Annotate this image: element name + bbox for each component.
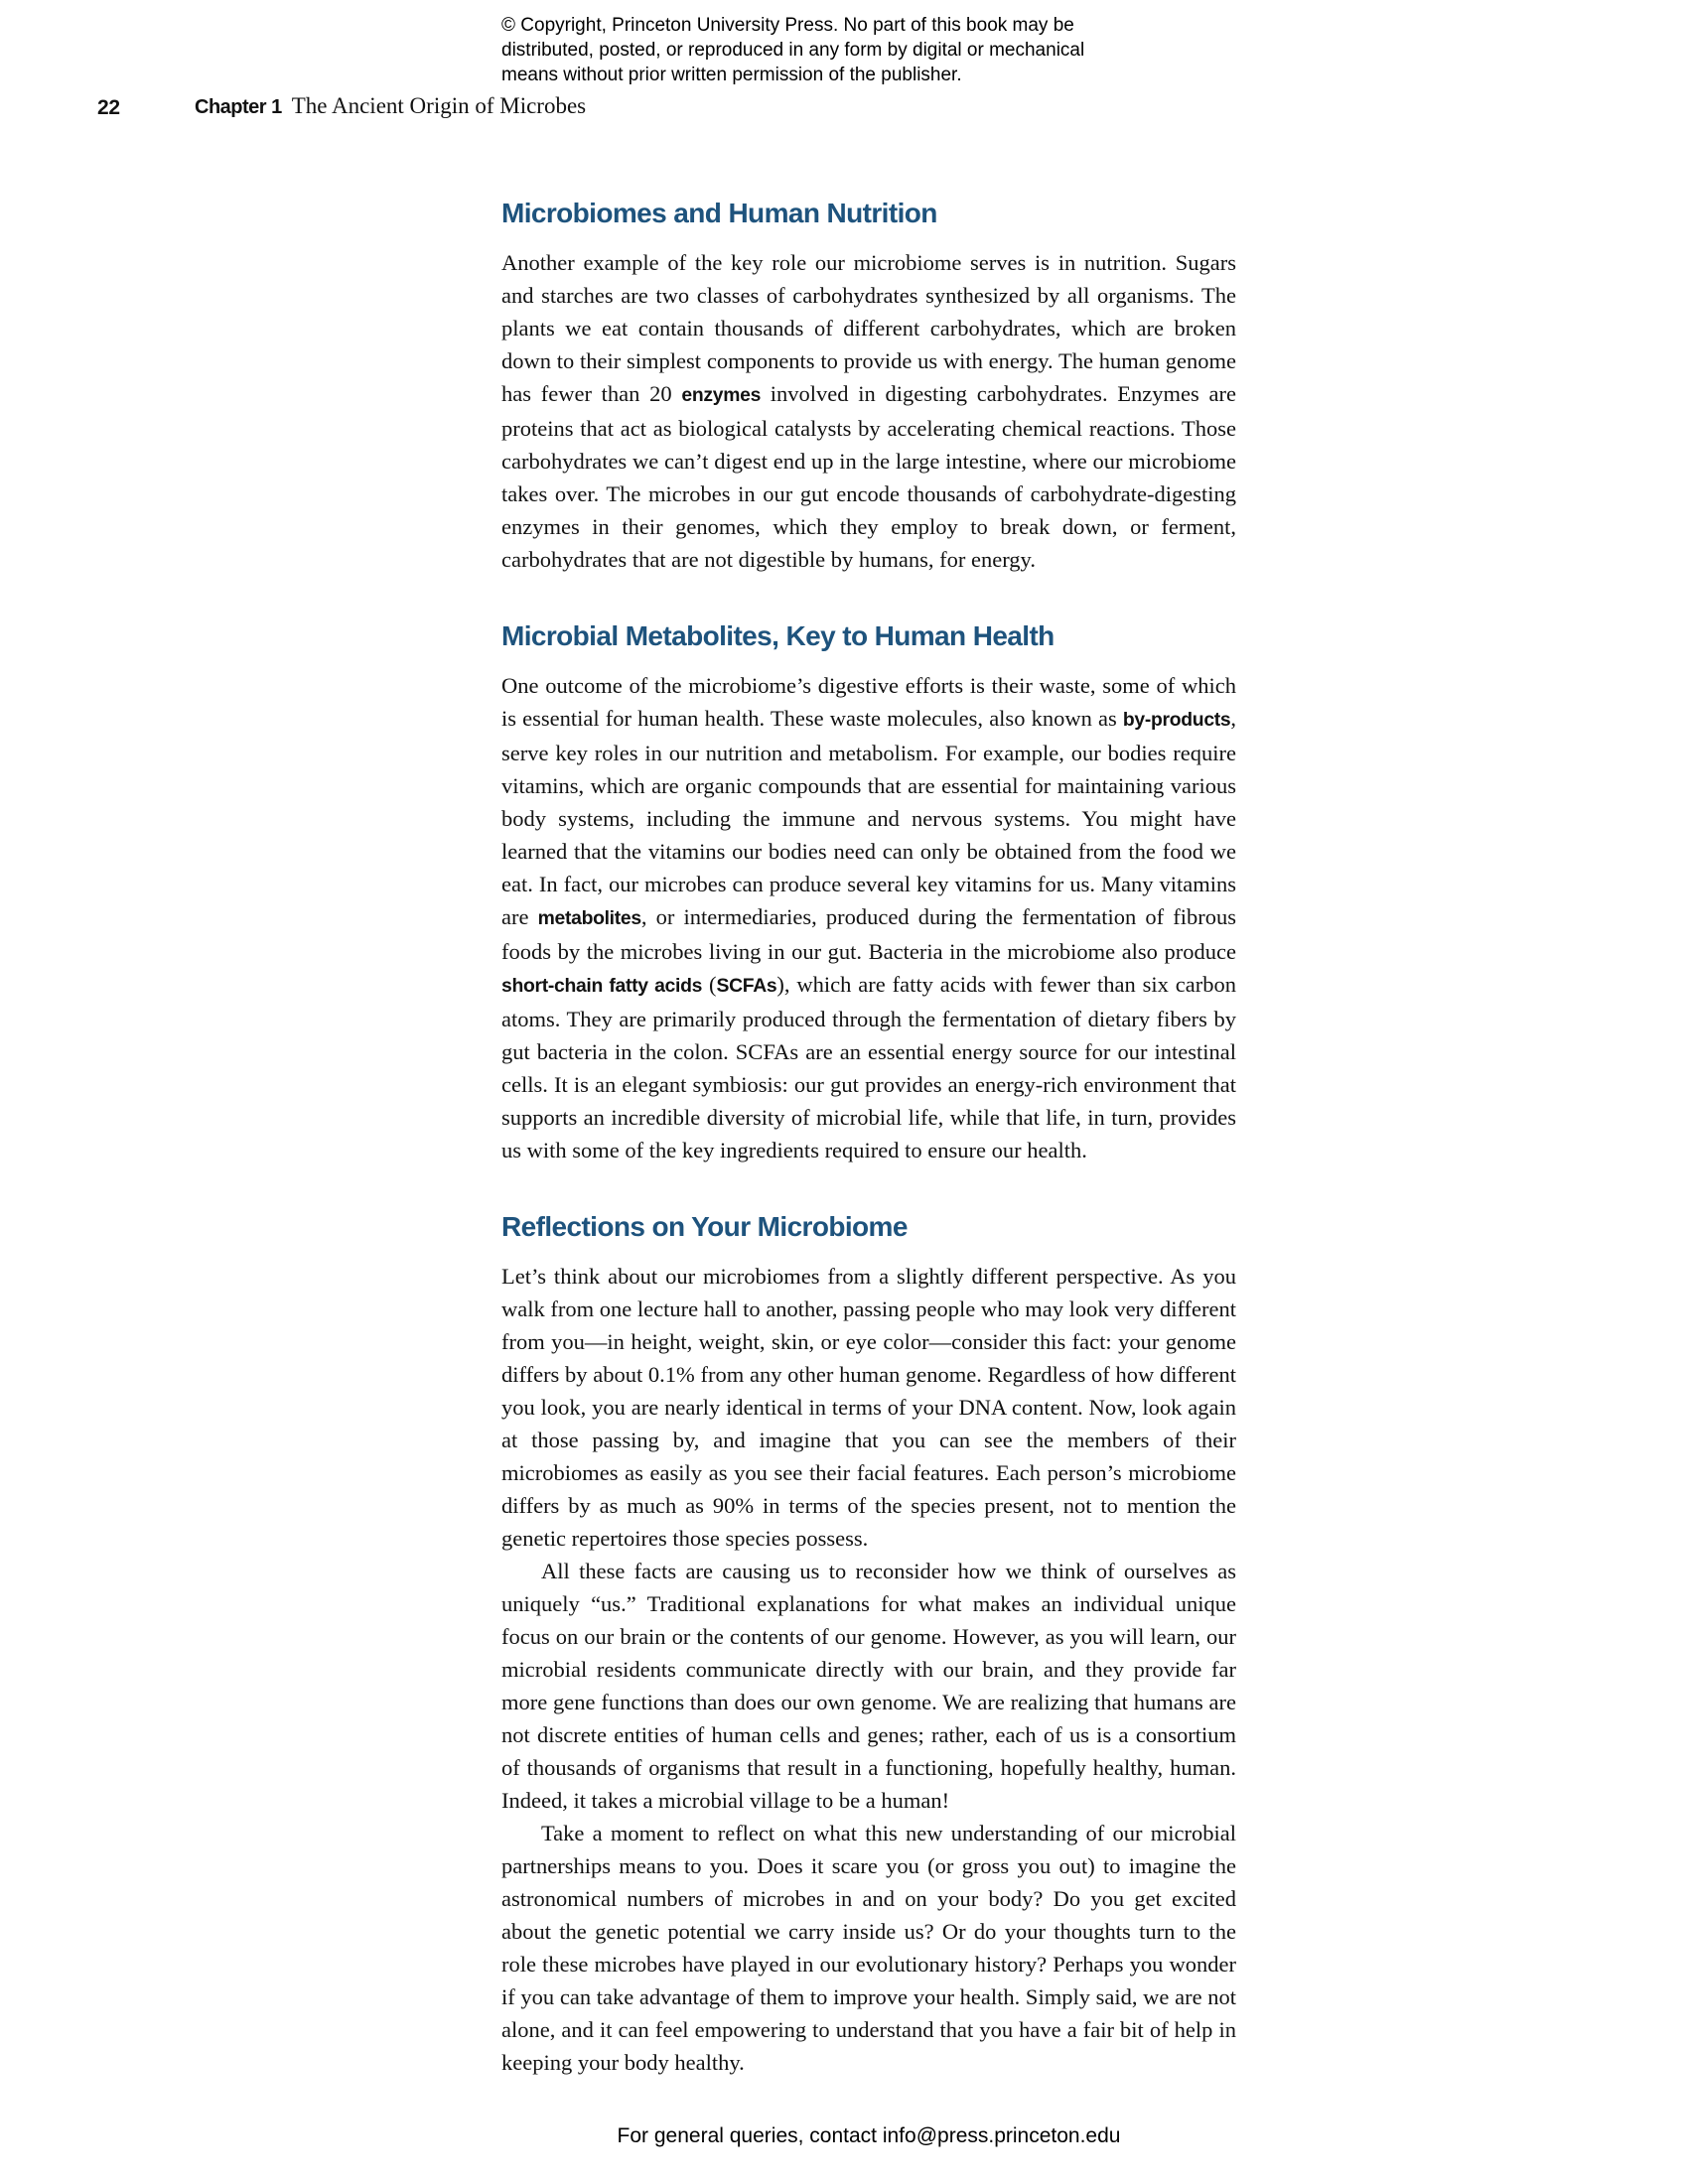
text-run: All these facts are causing us to reconsider how we think of ourselves as uniquely “us.” Traditional explanations for what makes an individual unique focus on our brain or the contents of our genome. However, as you will learn, our microbial residents communicate directly with our brain, and they provide far more gene functions than does our own genome. We are realizing that humans are not discrete entities of human cells and genes; rather, each of us is a consortium of thousands of organisms that result in a functioning, hopefully healthy, human. Indeed, it takes a microbial village to be a human! (501, 1559, 1236, 1813)
section (501, 197, 1236, 576)
chapter-title: The Ancient Origin of Microbes (291, 93, 587, 118)
section-heading: Microbial Metabolites, Key to Human Health (501, 620, 1055, 651)
text-run: ), which are fatty acids with fewer than six carbon atoms. They are primarily produced through the fermentation of dietary fibers by gut bacteria in the colon. SCFAs are an essential energy source for our intestinal cells. It is an elegant symbiosis: our gut provides an energy-rich environment that supports an incredible diversity of microbial life, while that life, in turn, provides us with some of the key ingredients required to ensure our health. (501, 972, 1236, 1162)
footer-contact: For general queries, contact info@press.princeton.edu (617, 2124, 1121, 2147)
page-number: 22 (97, 96, 120, 119)
body-paragraph (501, 246, 1236, 576)
key-term: metabolites (537, 907, 641, 929)
text-run: , serve key roles in our nutrition and metabolism. For example, our bodies require vitamins, which are organic compounds that are essential for maintaining various body systems, including the immune and nervous systems. You might have learned that the vitamins our bodies need can only be obtained from the food we eat. In fact, our microbes can produce several key vitamins for us. Many vitamins are (501, 706, 1236, 929)
body-paragraph (501, 1555, 1236, 1817)
text-column (501, 197, 1236, 2079)
section-heading: Reflections on Your Microbiome (501, 1211, 908, 1242)
key-term: SCFAs (716, 975, 777, 997)
chapter-heading (195, 93, 586, 119)
key-term: enzymes (681, 384, 762, 406)
copyright-notice (501, 13, 1084, 87)
copyright-line: © Copyright, Princeton University Press. No part of this book may be (501, 15, 1074, 36)
key-term: by-products (1122, 709, 1231, 731)
key-term: short-chain fatty acids (501, 975, 703, 997)
running-head (97, 93, 587, 120)
text-run: Let’s think about our microbiomes from a slightly different perspective. As you walk from one lecture hall to another, passing people who may look very different from you—in height, weight, skin, or eye color—consider this fact: your genome differs by about 0.1% from any other human genome. Regardless of how different you look, you are nearly identical in terms of your DNA content. Now, look again at those passing by, and imagine that you can see the members of their microbiomes as easily as you see their facial features. Each person’s microbiome differs by as much as 90% in terms of the species present, not to mention the genetic repertoires those species possess. (501, 1264, 1236, 1551)
text-run: ( (702, 972, 717, 997)
body-paragraph (501, 1260, 1236, 1555)
copyright-line: distributed, posted, or reproduced in any form by digital or mechanical (501, 40, 1085, 61)
text-run: , or intermediaries, produced during the fermentation of fibrous foods by the microbes living in our gut. Bacteria in the microbiome also produce (501, 904, 1236, 964)
section (501, 619, 1236, 1166)
body-paragraph (501, 1817, 1236, 2079)
chapter-label: Chapter 1 (195, 96, 282, 118)
copyright-line: means without prior written permission of the publisher. (501, 65, 962, 85)
body-paragraph (501, 669, 1236, 1166)
section (501, 1210, 1236, 2079)
text-run: Take a moment to reflect on what this new understanding of our microbial partnerships means to you. Does it scare you (or gross you out) to imagine the astronomical numbers of microbes in and on your body? Do you get excited about the genetic potential we carry inside us? Or do your thoughts turn to the role these microbes have played in our evolutionary history? Perhaps you wonder if you can take advantage of them to improve your health. Simply said, we are not alone, and it can feel empowering to understand that you have a fair bit of help in keeping your body healthy. (501, 1821, 1236, 2075)
text-run: One outcome of the microbiome’s digestive efforts is their waste, some of which is essential for human health. These waste molecules, also known as (501, 673, 1236, 731)
text-run: Another example of the key role our microbiome serves is in nutrition. Sugars and starches are two classes of carbohydrates synthesized by all organisms. The plants we eat contain thousands of different carbohydrates, which are broken down to their simplest components to provide us with energy. The human genome has fewer than 20 (501, 250, 1236, 406)
section-heading: Microbiomes and Human Nutrition (501, 198, 937, 228)
text-run: involved in digesting carbohydrates. Enzymes are proteins that act as biological catalysts by accelerating chemical reactions. Those carbohydrates we can’t digest end up in the large intestine, where our microbiome takes over. The microbes in our gut encode thousands of carbohydrate-digesting enzymes in their genomes, which they employ to break down, or ferment, carbohydrates that are not digestible by humans, for energy. (501, 381, 1236, 572)
